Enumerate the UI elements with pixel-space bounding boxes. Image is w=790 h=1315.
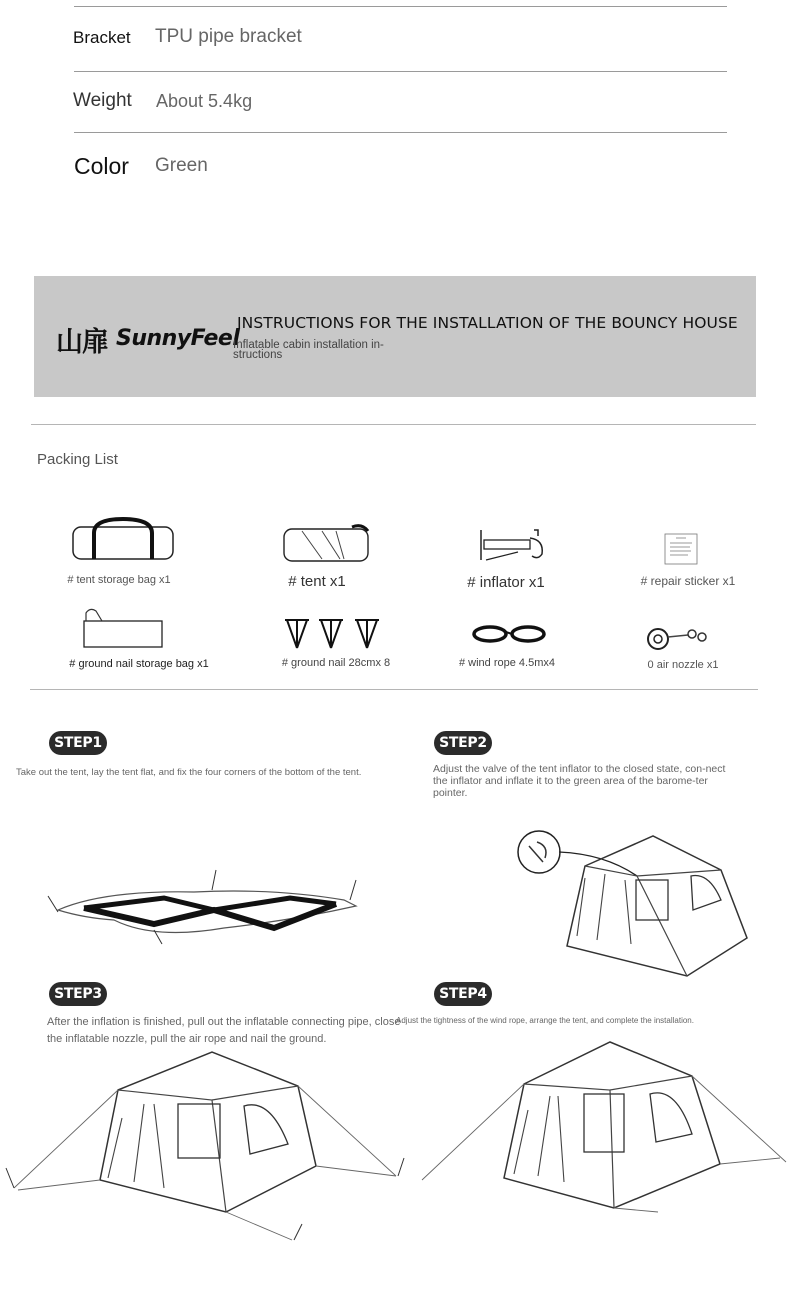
instructions-banner bbox=[34, 276, 756, 397]
step-badge: STEP4 bbox=[434, 982, 492, 1006]
spec-label-weight: Weight bbox=[73, 90, 132, 111]
divider bbox=[74, 71, 727, 72]
divider bbox=[74, 6, 727, 7]
divider bbox=[31, 424, 756, 425]
ground-nail-icon bbox=[283, 616, 387, 652]
divider bbox=[30, 689, 758, 690]
finished-tent-illustration bbox=[418, 1040, 790, 1220]
spec-label-bracket: Bracket bbox=[73, 28, 131, 47]
storage-bag-icon bbox=[70, 513, 178, 563]
pitched-tent-illustration bbox=[4, 1048, 404, 1244]
divider bbox=[74, 132, 727, 133]
spec-label-color: Color bbox=[74, 153, 129, 179]
step-badge: STEP2 bbox=[434, 731, 492, 755]
step-description: Take out the tent, lay the tent flat, and fix the four corners of the bottom of the tent. bbox=[16, 767, 362, 778]
packing-caption: 0 air nozzle x1 bbox=[647, 659, 719, 671]
rope-icon bbox=[470, 620, 550, 646]
packing-caption: # tent x1 bbox=[288, 573, 346, 590]
packing-caption: # ground nail storage bag x1 bbox=[69, 658, 209, 670]
banner-title: INSTRUCTIONS FOR THE INSTALLATION OF THE BOUNCY HOUSE bbox=[237, 314, 738, 332]
step-description: Adjust the tightness of the wind rope, arrange the tent, and complete the installation. bbox=[396, 1016, 694, 1025]
step-badge: STEP3 bbox=[49, 982, 107, 1006]
step-badge: STEP1 bbox=[49, 731, 107, 755]
brand-logo: SunnyFeel bbox=[116, 326, 240, 351]
spec-value-bracket: TPU pipe bracket bbox=[155, 26, 302, 47]
packing-caption: # repair sticker x1 bbox=[640, 574, 736, 588]
brand-logo-chinese: 山扉 bbox=[56, 327, 108, 358]
sticker-icon bbox=[664, 533, 698, 565]
tent-roll-icon bbox=[282, 523, 374, 563]
flat-tent-illustration bbox=[44, 870, 364, 950]
step-description: After the inflation is finished, pull out the inflatable connecting pipe, close the inflatable nozzle, pull the air rope and nail the ground. bbox=[47, 1016, 401, 1045]
packing-list-title: Packing List bbox=[37, 451, 118, 468]
nail-bag-icon bbox=[82, 607, 164, 649]
step-description: Adjust the valve of the tent inflator to the closed state, con-nect the inflator and inflate it to the green area of the barome-ter pointer. bbox=[433, 763, 726, 799]
air-nozzle-icon bbox=[644, 623, 708, 651]
spec-value-color: Green bbox=[155, 155, 208, 176]
banner-subtitle: Inflatable cabin installation in-structions bbox=[233, 339, 384, 361]
spec-value-weight: About 5.4kg bbox=[156, 91, 253, 111]
packing-caption: # wind rope 4.5mx4 bbox=[459, 657, 555, 669]
pump-icon bbox=[478, 524, 550, 566]
packing-caption: # inflator x1 bbox=[467, 574, 545, 591]
inflating-tent-illustration bbox=[515, 828, 755, 980]
packing-caption: # tent storage bag x1 bbox=[67, 574, 171, 586]
packing-caption: # ground nail 28cmx 8 bbox=[281, 657, 391, 669]
